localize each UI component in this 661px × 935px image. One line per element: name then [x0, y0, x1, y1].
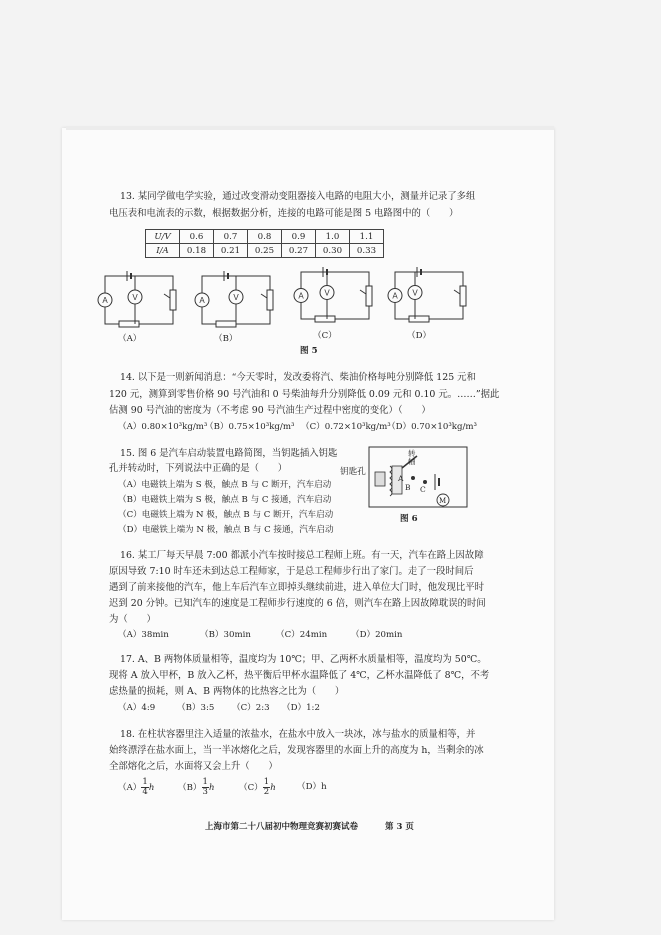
resistor-symbol [409, 316, 429, 322]
q14-line-1: 14. 以下是一则新闻消息：“今天零时，发改委将汽、柴油价格每吨分别降低 125 元和 [120, 372, 476, 383]
table-cell: 0.8 [248, 230, 282, 244]
q14-line-2: 120 元，测算到零售价格 90 号汽油和 0 号柴油每升分别降低 0.09 元和 0.10 元。……”据此 [109, 389, 500, 400]
table-cell: 0.18 [180, 244, 214, 258]
fraction [141, 778, 148, 797]
q17-option-b: （B）3:5 [177, 703, 215, 713]
q16-line-3: 遇到了前来接他的汽车，他上车后汽车立即掉头继续前进，进入单位大门时，他发现比平时 [109, 582, 485, 593]
q17-option-c: （C）2:3 [232, 703, 270, 713]
table-cell: U/V [146, 230, 180, 244]
q16-line-5: 为（ ） [109, 614, 156, 625]
q18-line-3: 全部熔化之后，水面将又会上升（ ） [109, 761, 278, 772]
circuit-label-a: （A） [118, 334, 142, 344]
table-cell: 0.6 [180, 230, 214, 244]
table-cell: 0.9 [282, 230, 316, 244]
q14-option-b: （B）0.75×10³kg/m³ [205, 422, 295, 432]
q15-option-c: （C）电磁铁上端为 N 极，触点 B 与 C 断开，汽车启动 [118, 510, 334, 520]
q16-option-a: （A）38min [118, 630, 169, 640]
fig6-point-b-label: B [405, 483, 411, 492]
ammeter-label: A [102, 296, 108, 305]
q18-line-2: 始终漂浮在盐水面上，当一半冰熔化之后，发现容器里的水面上升的高度为 h，当剩余的冰 [109, 745, 484, 756]
variable-h: h [148, 783, 155, 793]
fig6-key-hole [375, 472, 385, 486]
q17-option-a: （A）4:9 [118, 703, 156, 713]
q15-line-1: 15. 图 6 是汽车启动装置电路简图，当钥匙插入钥匙 [120, 448, 338, 459]
rheostat-symbol [366, 286, 372, 306]
q16-option-c: （C）24min [276, 630, 328, 640]
rheostat-slider [454, 290, 460, 294]
voltmeter-label: V [233, 293, 239, 302]
q14-line-3: 估测 90 号汽油的密度为（不考虑 90 号汽油生产过程中密度的变化）（ ） [109, 405, 431, 416]
variable-h: h [208, 783, 215, 793]
q16-line-1: 16. 某工厂每天早晨 7:00 都派小汽车按时接总工程师上班。有一天，汽车在路上因故障 [120, 550, 484, 561]
q16-line-4: 迟到 20 分钟。已知汽车的速度是工程师步行速度的 6 倍，则汽车在路上因故障耽误的时间 [109, 598, 486, 609]
q16-option-d: （D）20min [351, 630, 403, 640]
table-cell: 0.7 [214, 230, 248, 244]
rheostat-slider [360, 290, 366, 294]
q18-line-1: 18. 在柱状容器里注入适量的浓盐水，在盐水中放入一块冰，冰与盐水的质量相等，并 [120, 729, 476, 740]
q18-option-b [178, 778, 214, 797]
table-cell: 0.25 [248, 244, 282, 258]
resistor-symbol [119, 321, 139, 327]
fig6-contact-b [411, 476, 415, 480]
fig6-point-a-label: A [398, 474, 404, 483]
q15-option-b: （B）电磁铁上端为 S 极，触点 B 与 C 接通，汽车启动 [118, 495, 332, 505]
circuit-label-b: （B） [214, 334, 238, 344]
table-cell: 0.33 [350, 244, 384, 258]
variable-h: h [270, 783, 276, 793]
rheostat-slider [164, 294, 170, 298]
ammeter-label: A [392, 291, 398, 301]
fraction-numerator: 1 [202, 777, 208, 787]
fraction-numerator: 1 [263, 777, 270, 787]
q17-line-3: 虑热量的损耗，则 A、B 两物体的比热容之比为（ ） [109, 686, 345, 697]
fraction-denominator: 4 [142, 787, 148, 797]
circuit-label-d: （D） [407, 331, 432, 341]
q15-option-d: （D）电磁铁上端为 N 极，触点 B 与 C 接通，汽车启动 [118, 525, 334, 535]
q13-circuit-diagrams [95, 272, 495, 332]
table-cell: 1.0 [316, 230, 350, 244]
figure-5-caption: 图 5 [300, 346, 318, 356]
fraction-numerator: 1 [142, 777, 148, 787]
page-fold-shadow [66, 126, 554, 130]
voltmeter-label: V [132, 293, 138, 302]
q14-option-c: （C）0.72×10³kg/m³ [301, 422, 391, 432]
ammeter-label: A [199, 296, 205, 305]
q18-option-d: （D）h [297, 782, 327, 792]
fraction-denominator: 3 [202, 787, 208, 797]
q18-option-a-label: （A） [118, 783, 142, 793]
ammeter-label: A [298, 291, 304, 301]
table-cell: I/A [146, 244, 180, 258]
table-row [146, 230, 384, 244]
voltmeter-label: V [324, 288, 330, 298]
q17-line-2: 现将 A 放入甲杯，B 放入乙杯，热平衡后甲杯水温降低了 4℃，乙杯水温降低了 8℃，不考 [109, 670, 490, 681]
fig6-motor-label: M [439, 497, 447, 505]
q18-option-b-label: （B） [178, 783, 202, 793]
rheostat-slider [261, 294, 267, 298]
footer-exam-title: 上海市第二十八届初中物理竞赛初赛试卷 [205, 822, 359, 832]
table-cell: 0.27 [282, 244, 316, 258]
circuit-wire [301, 272, 369, 319]
rheostat-symbol [460, 286, 466, 306]
voltmeter-label: V [412, 288, 418, 298]
fraction [202, 778, 209, 797]
circuit-label-c: （C） [313, 331, 337, 341]
table-cell: 0.21 [214, 244, 248, 258]
q13-data-table [145, 229, 384, 258]
q14-option-a: （A）0.80×10³kg/m³ [118, 422, 208, 432]
fig6-point-c-label: C [420, 485, 426, 494]
q18-option-c [239, 778, 276, 797]
circuit-wire [395, 272, 463, 319]
q16-option-b: （B）30min [200, 630, 251, 640]
fig6-pivot-label: 转轴 [408, 449, 416, 466]
rheostat-symbol [170, 290, 176, 310]
table-row [146, 244, 384, 258]
q15-line-2: 孔并转动时，下列说法中正确的是（ ） [109, 463, 288, 474]
q17-option-d: （D）1:2 [282, 703, 320, 713]
resistor-symbol [216, 321, 236, 327]
rheostat-symbol [267, 290, 273, 310]
fig6-key-hole-label: 钥匙孔 [340, 467, 366, 477]
q18-option-c-label: （C） [239, 783, 263, 793]
q13-line-1: 13. 某同学做电学实验，通过改变滑动变阻器接入电路的电阻大小，测量并记录了多组 [120, 191, 476, 202]
resistor-symbol [315, 316, 335, 322]
q15-option-a: （A）电磁铁上端为 S 极，触点 B 与 C 断开，汽车启动 [118, 480, 332, 490]
figure-6-caption: 图 6 [400, 514, 418, 524]
table-cell: 0.30 [316, 244, 350, 258]
q14-option-d: （D）0.70×10³kg/m³ [387, 422, 477, 432]
q13-line-2: 电压表和电流表的示数，根据数据分析，连接的电路可能是图 5 电路图中的（ ） [109, 208, 459, 219]
footer-page-number: 第 3 页 [385, 822, 414, 832]
fraction-denominator: 2 [263, 787, 270, 797]
table-cell: 1.1 [350, 230, 384, 244]
q18-option-a [118, 778, 154, 797]
q16-line-2: 原因导致 7:10 时车还未到达总工程师家，于是总工程师步行出了家门。走了一段时间后 [109, 566, 474, 577]
q17-line-1: 17. A、B 两物体质量相等，温度均为 10℃；甲、乙两杯水质量相等，温度均为 50℃。 [120, 654, 487, 665]
